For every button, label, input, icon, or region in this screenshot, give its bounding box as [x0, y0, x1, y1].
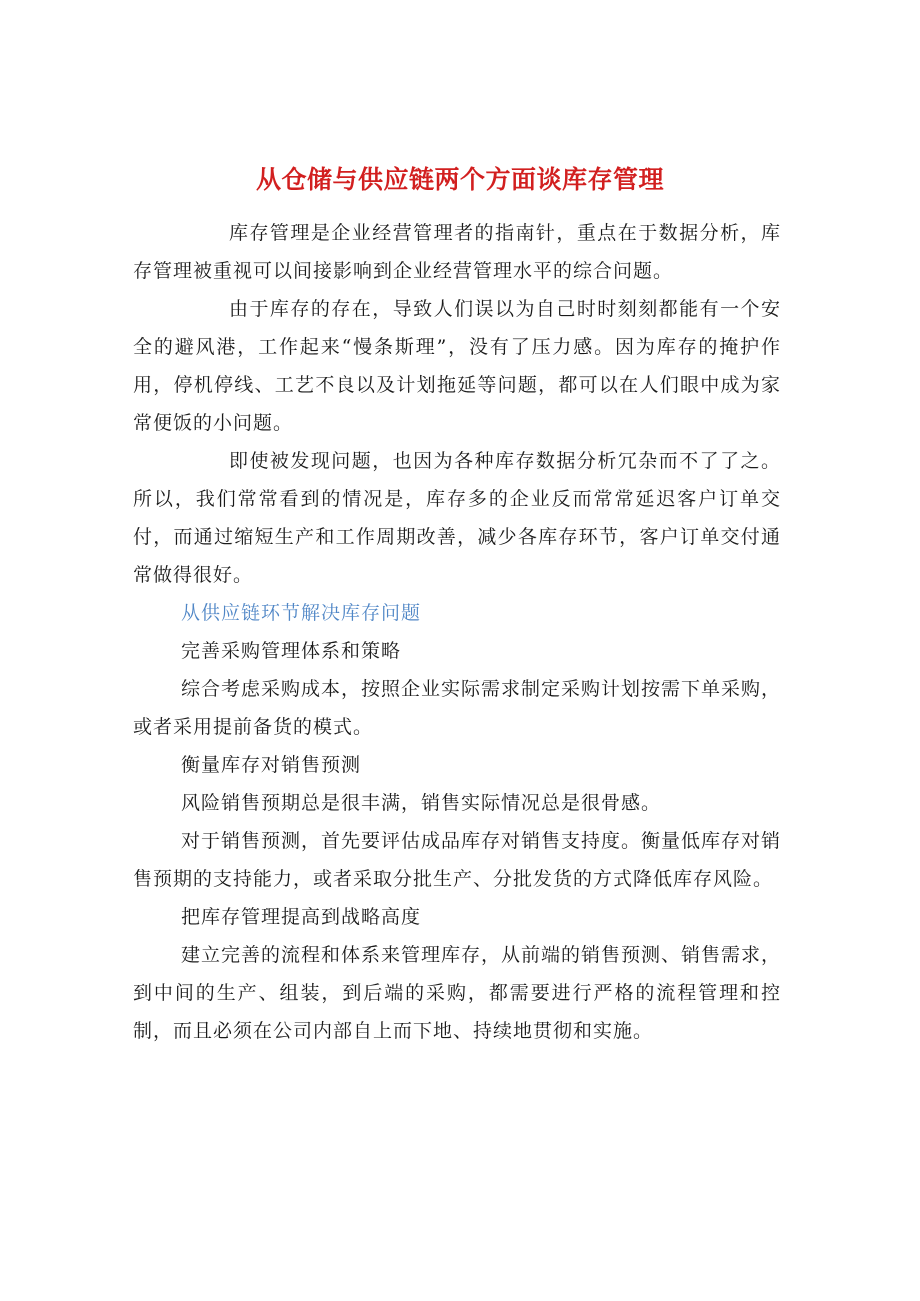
paragraph-sales-forecast: 对于销售预测，首先要评估成品库存对销售支持度。衡量低库存对销售预期的支持能力，或者采取分批生产、分批发货的方式降低库存风险。: [133, 830, 782, 890]
subheading-procurement: 完善采购管理体系和策略: [181, 640, 402, 662]
paragraph-inventory-effect: 由于库存的存在，导致人们误以为自己时时刻刻都能有一个安全的避风港，工作起来“慢条斯理”，没有了压力感。因为库存的掩护作用，停机停线、工艺不良以及计划拖延等问题，都可以在人们眼中成为家常便饭的小问题。: [133, 298, 781, 434]
section-heading-supply-chain: 从供应链环节解决库存问题: [181, 602, 422, 624]
paragraph-sales-risk: 风险销售预期总是很丰满，销售实际情况总是很骨感。: [181, 792, 662, 814]
paragraph-intro: 库存管理是企业经营管理者的指南针，重点在于数据分析，库存管理被重视可以间接影响到企业经营管理水平的综合问题。: [133, 222, 781, 282]
subheading-strategy: 把库存管理提高到战略高度: [181, 906, 422, 928]
subheading-sales-forecast: 衡量库存对销售预测: [181, 754, 362, 776]
paragraph-strategy: 建立完善的流程和体系来管理库存，从前端的销售预测、销售需求，到中间的生产、组装，到后端的采购，都需要进行严格的流程管理和控制，而且必须在公司内部自上而下地、持续地贯彻和实施。: [133, 944, 782, 1042]
document-body: [133, 214, 781, 1050]
paragraph-problem-found: 即使被发现问题，也因为各种库存数据分析冗杂而不了了之。所以，我们常常看到的情况是，库存多的企业反而常常延迟客户订单交付，而通过缩短生产和工作周期改善，减少各库存环节，客户订单交付通常做得很好。: [133, 450, 781, 586]
paragraph-procurement: 综合考虑采购成本，按照企业实际需求制定采购计划按需下单采购，或者采用提前备货的模式。: [133, 678, 782, 738]
document-title: 从仓储与供应链两个方面谈库存管理: [255, 165, 664, 194]
